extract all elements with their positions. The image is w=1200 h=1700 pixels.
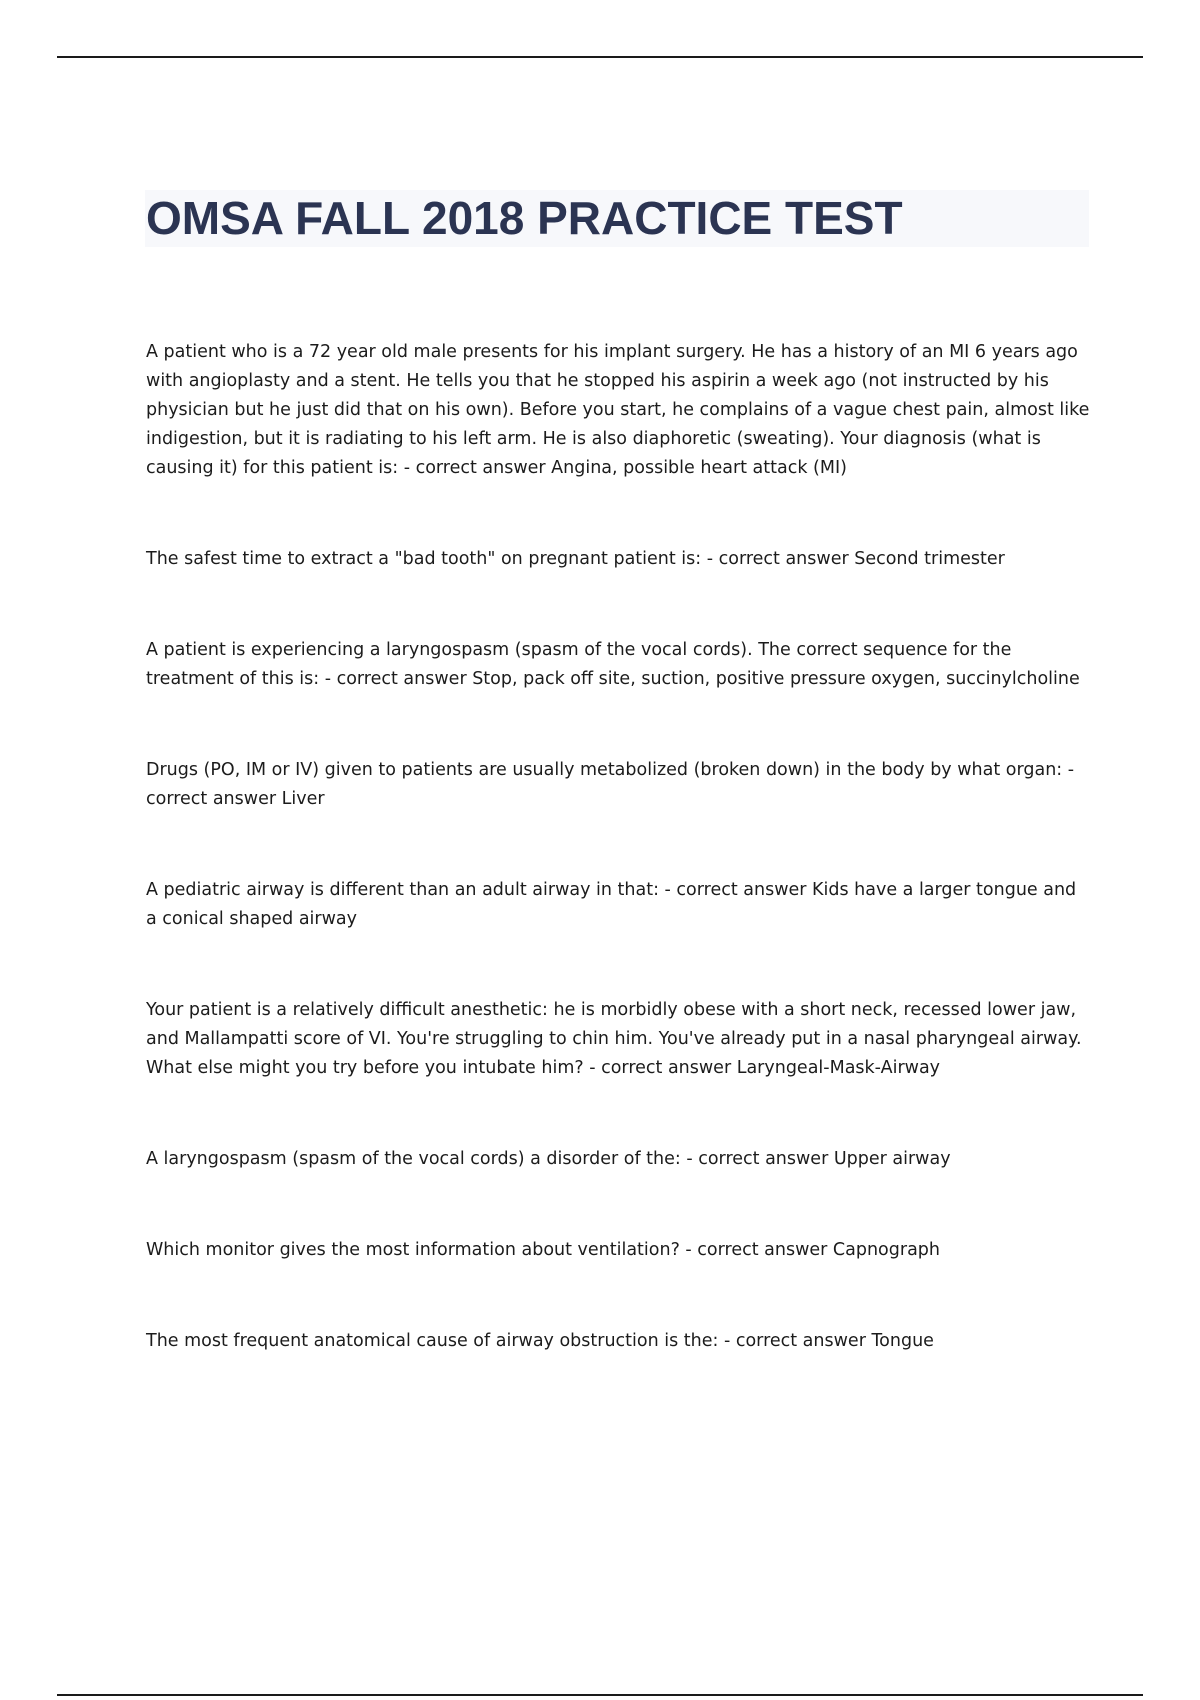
top-rule xyxy=(57,56,1143,58)
bottom-rule xyxy=(57,1694,1143,1696)
question-item-2: The safest time to extract a "bad tooth" on pregnant patient is: - correct answer Second trimester xyxy=(146,549,1005,569)
question-item-5: A pediatric airway is different than an adult airway in that: - correct answer Kids have a larger tongue and a conical shaped airway xyxy=(146,880,1077,929)
question-item-4: Drugs (PO, IM or IV) given to patients are usually metabolized (broken down) in the body by what organ: - correct answer Liver xyxy=(146,760,1075,809)
question-item-8: Which monitor gives the most information about ventilation? - correct answer Capnograph xyxy=(146,1240,940,1260)
question-item-3: A patient is experiencing a laryngospasm (spasm of the vocal cords). The correct sequence for the treatment of this is: - correct answer Stop, pack off site, suction, positive pressure oxygen, succinylcholine xyxy=(146,640,1080,689)
question-item-9: The most frequent anatomical cause of airway obstruction is the: - correct answer Tongue xyxy=(146,1331,934,1351)
question-list xyxy=(146,338,1091,1356)
question-item-1: A patient who is a 72 year old male presents for his implant surgery. He has a history of an MI 6 years ago with angioplasty and a stent. He tells you that he stopped his aspirin a week ago (not instructed by his physician but he just did that on his own). Before you start, he complains of a vague chest pain, almost like indigestion, but it is radiating to his left arm. He is also diaphoretic (sweating). Your diagnosis (what is causing it) for this patient is: - correct answer Angina, possible heart attack (MI) xyxy=(146,342,1090,478)
question-item-6: Your patient is a relatively difficult anesthetic: he is morbidly obese with a short neck, recessed lower jaw, and Mallampatti score of VI. You're struggling to chin him. You've already put in a nasal pharyngeal airway. What else might you try before you intubate him? - correct answer Laryngeal-Mask-Airway xyxy=(146,1000,1082,1078)
question-item-7: A laryngospasm (spasm of the vocal cords) a disorder of the: - correct answer Upper airway xyxy=(146,1149,951,1169)
page-title: OMSA FALL 2018 PRACTICE TEST xyxy=(146,192,903,244)
